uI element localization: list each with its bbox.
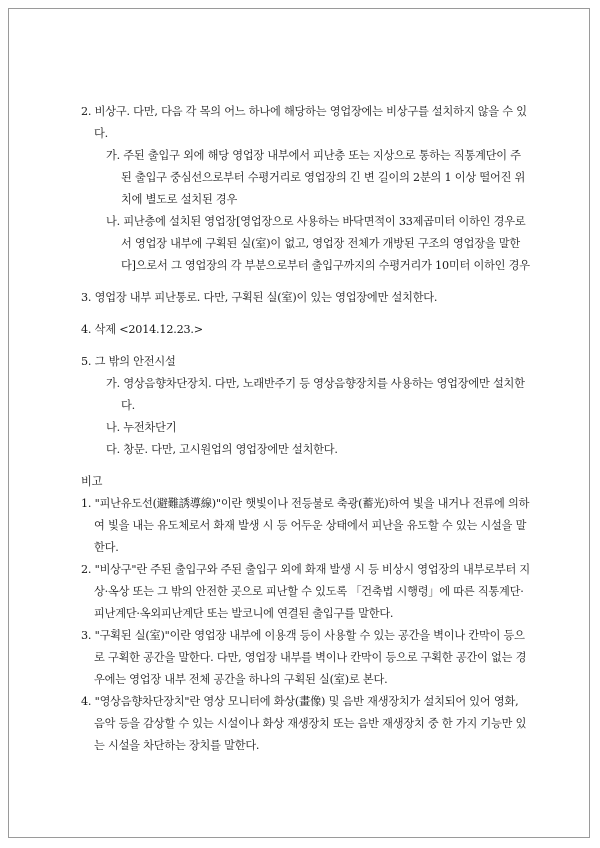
item-5-sub-da: 다. 창문. 다만, 고시원업의 영업장에만 설치한다. bbox=[106, 443, 338, 456]
remark-2: 2. "비상구"란 주된 출입구와 주된 출입구 외에 화재 발생 시 등 비상시 영업장의 내부로부터 지상·옥상 또는 그 밖의 안전한 곳으로 피난할 수 있도록 「건축법 시행령」에 따른 직통계단·피난계단·옥외피난계단 또는 발코니에 연결된 출입구를 말한다. bbox=[81, 563, 531, 620]
document-page bbox=[8, 8, 590, 838]
document-body bbox=[81, 101, 531, 757]
item-2-sub-ga: 가. 주된 출입구 외에 해당 영업장 내부에서 피난층 또는 지상으로 통하는 직통계단이 주된 출입구 중심선으로부터 수평거리로 영업장의 긴 변 길이의 2분의 1 이상 떨어진 위치에 별도로 설치된 경우 bbox=[106, 149, 526, 206]
item-3: 3. 영업장 내부 피난통로. 다만, 구획된 실(室)이 있는 영업장에만 설치한다. bbox=[81, 291, 438, 304]
item-5-sub-na: 나. 누전차단기 bbox=[106, 421, 177, 434]
remark-3: 3. "구획된 실(室)"이란 영업장 내부에 이용객 등이 사용할 수 있는 공간을 벽이나 칸막이 등으로 구획한 공간을 말한다. 다만, 영업장 내부를 벽이나 칸막이 등으로 구획한 공간이 없는 경우에는 영업장 내부 전체 공간을 하나의 구획된 실(室)로 본다. bbox=[81, 629, 527, 686]
item-4: 4. 삭제 <2014.12.23.> bbox=[81, 323, 203, 336]
item-2: 2. 비상구. 다만, 다음 각 목의 어느 하나에 해당하는 영업장에는 비상구를 설치하지 않을 수 있다. bbox=[81, 105, 527, 140]
item-5-sub-ga: 가. 영상음향차단장치. 다만, 노래반주기 등 영상음향장치를 사용하는 영업장에만 설치한다. bbox=[106, 377, 525, 412]
remark-4: 4. "영상음향차단장치"란 영상 모니터에 화상(畫像) 및 음반 재생장치가 설치되어 있어 영화, 음악 등을 감상할 수 있는 시설이나 화상 재생장치 또는 음반 재생장치 중 한 가지 기능만 있는 시설을 차단하는 장치를 말한다. bbox=[81, 695, 527, 752]
item-2-sub-na: 나. 피난층에 설치된 영업장[영업장으로 사용하는 바닥면적이 33제곱미터 이하인 경우로서 영업장 내부에 구획된 실(室)이 없고, 영업장 전체가 개방된 구조의 영업장을 말한다]으로서 그 영업장의 각 부분으로부터 출입구까지의 수평거리가 10미터 이하인 경우 bbox=[106, 215, 530, 272]
remarks-title: 비고 bbox=[81, 475, 103, 488]
remark-1: 1. "피난유도선(避難誘導線)"이란 햇빛이나 전등불로 축광(蓄光)하여 빛을 내거나 전류에 의하여 빛을 내는 유도체로서 화재 발생 시 등 어두운 상태에서 피난을 유도할 수 있는 시설을 말한다. bbox=[81, 497, 530, 554]
item-5: 5. 그 밖의 안전시설 bbox=[81, 355, 176, 368]
